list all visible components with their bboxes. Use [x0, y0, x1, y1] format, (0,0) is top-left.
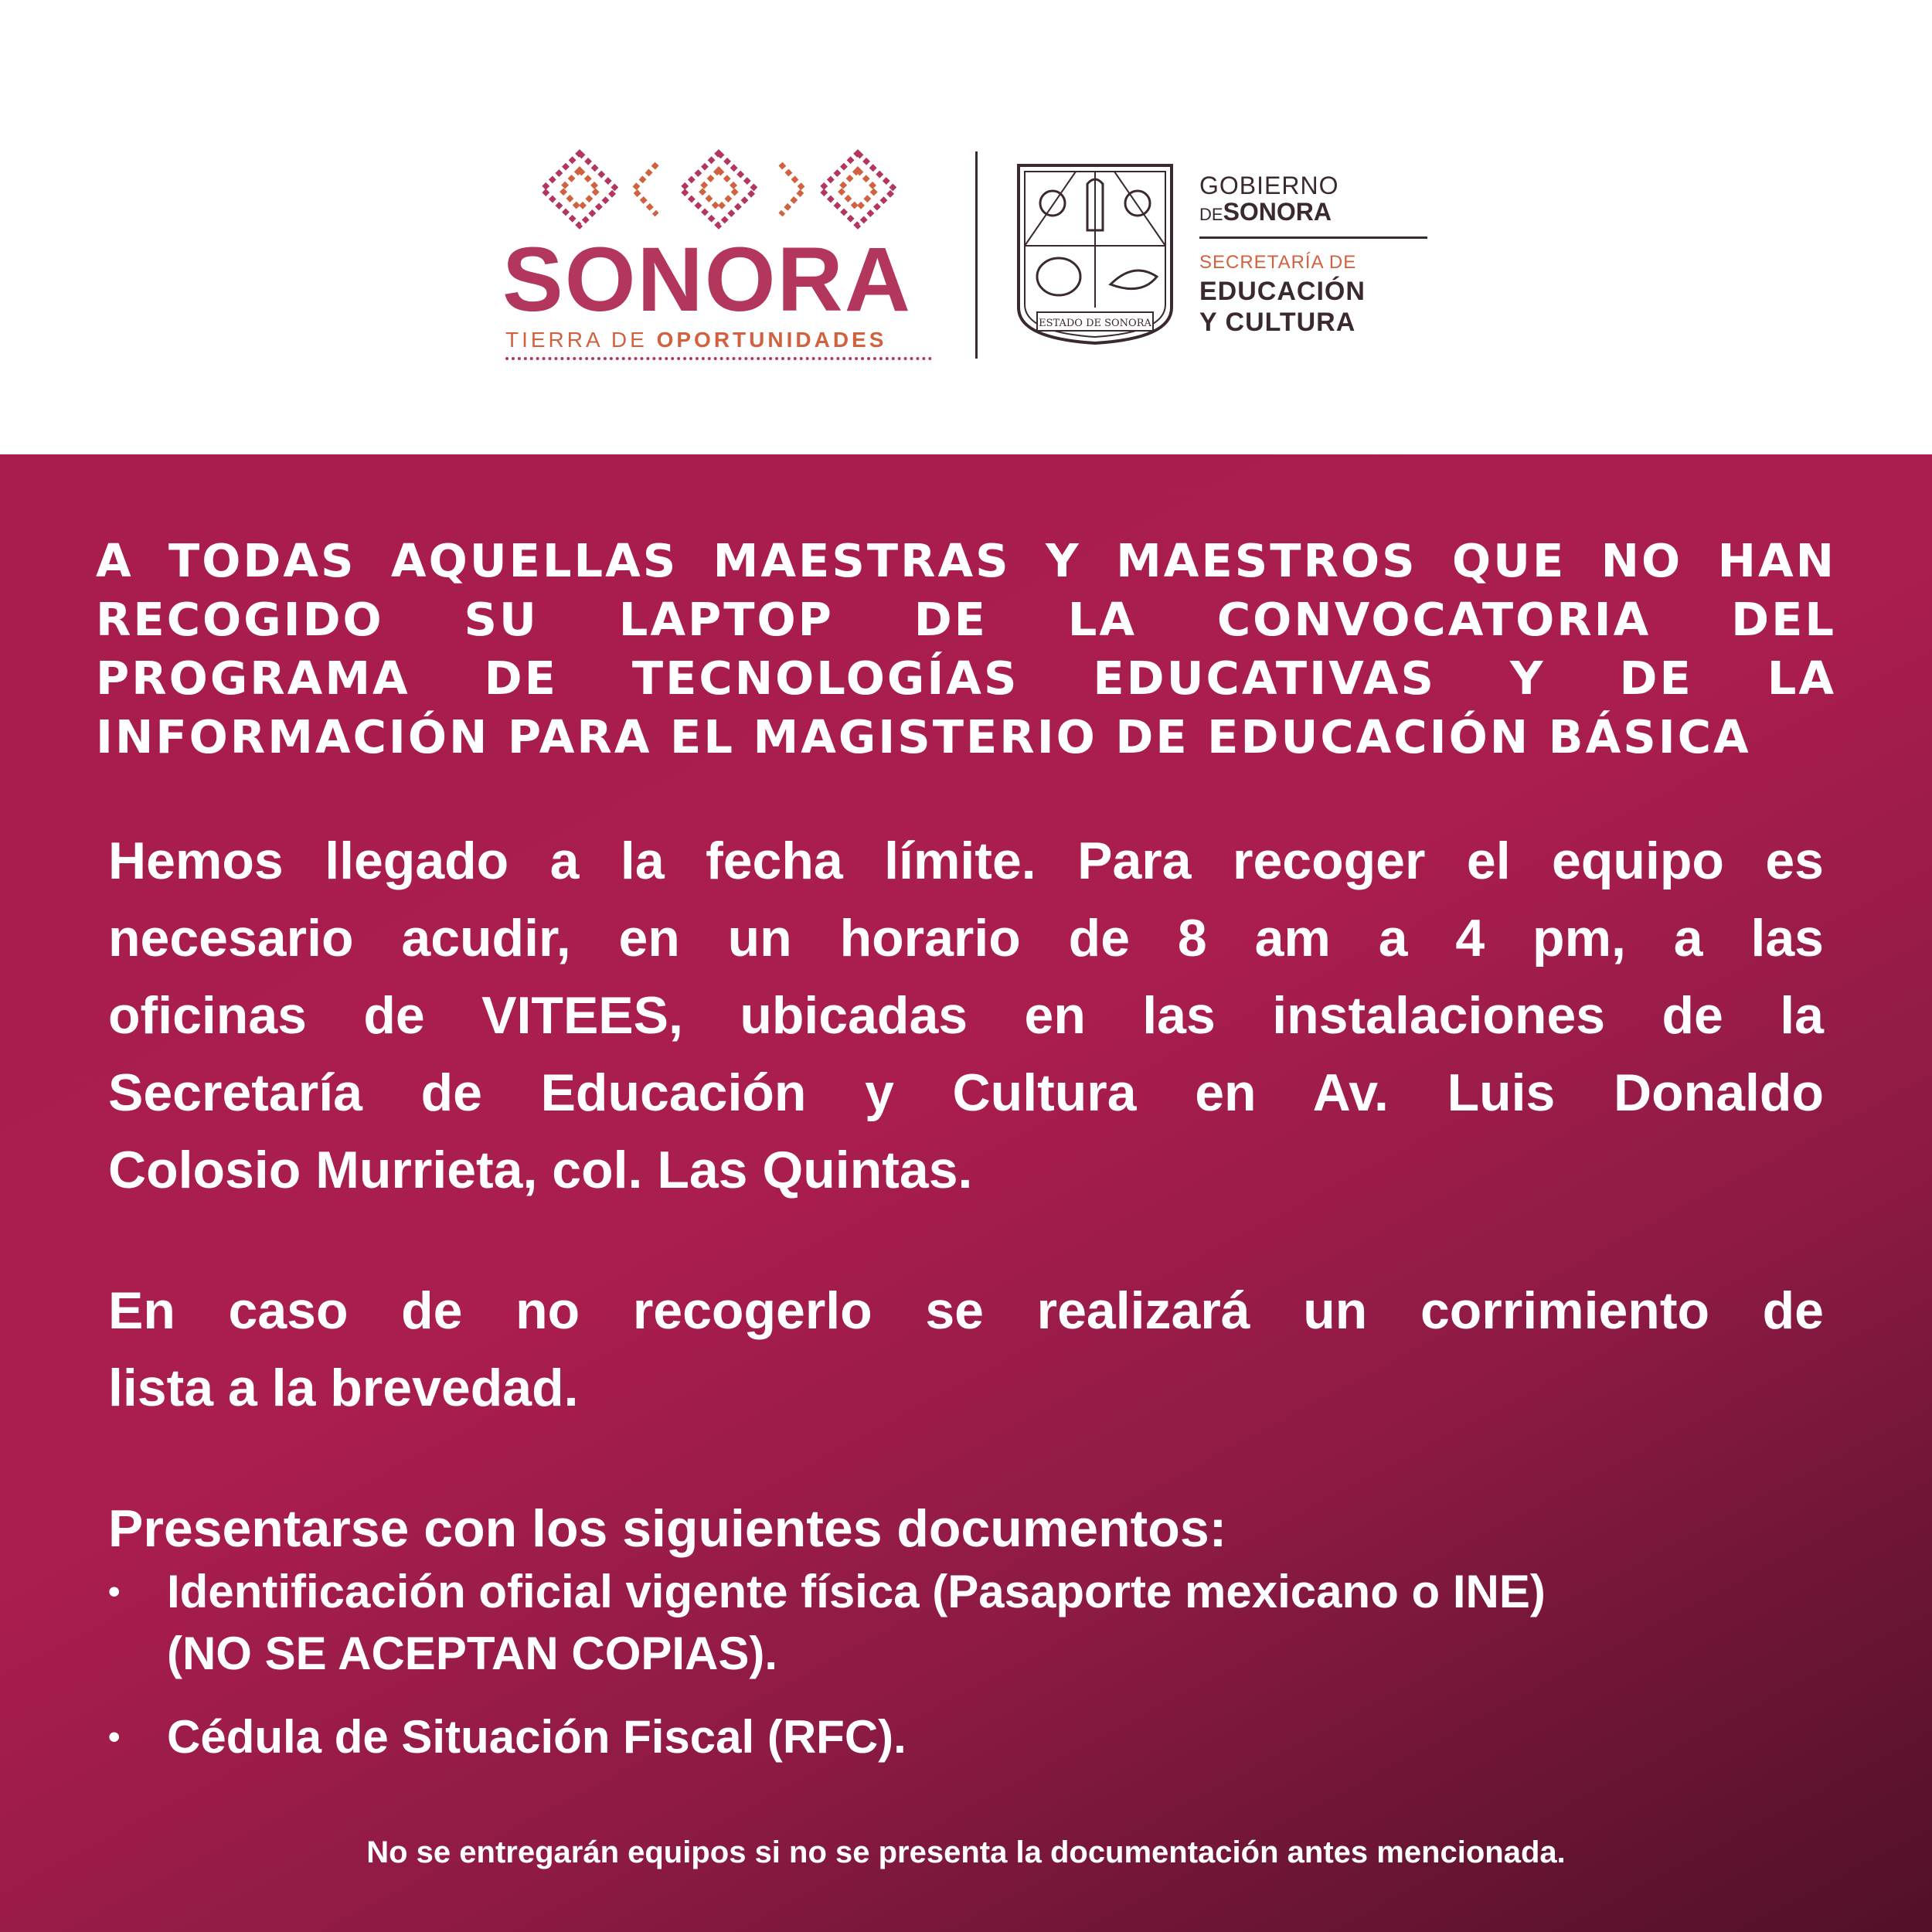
government-rule — [1199, 236, 1427, 239]
document-line: (NO SE ACEPTAN COPIAS). — [167, 1628, 778, 1679]
paragraph-line: oficinas de VITEES, ubicadas en las instalaciones de la — [108, 986, 1824, 1045]
sonora-pattern-icon — [533, 147, 904, 232]
paragraph-line: Hemos llegado a la fecha límite. Para recoger el equipo es — [108, 832, 1824, 890]
notice-panel — [0, 454, 1932, 1932]
bullet-icon: • — [108, 1573, 121, 1611]
headline-line: A TODAS AQUELLAS MAESTRAS Y MAESTROS QUE NO HAN — [96, 534, 1836, 587]
footer-note: No se entregarán equipos si no se presenta la documentación antes mencionada. — [366, 1835, 1566, 1869]
bullet-icon: • — [108, 1718, 121, 1756]
notice-headline — [96, 532, 1836, 767]
headline-line: INFORMACIÓN PARA EL MAGISTERIO DE EDUCACIÓN BÁSICA — [96, 710, 1751, 764]
paragraph-line: necesario acudir, en un horario de 8 am a 4 pm, a las — [108, 909, 1824, 968]
paragraph-line: Colosio Murrieta, col. Las Quintas. — [108, 1141, 973, 1199]
document-line: Cédula de Situación Fiscal (RFC). — [167, 1711, 906, 1763]
sonora-tagline — [505, 328, 935, 352]
de-label: DE — [1199, 205, 1223, 224]
document-line: Identificación oficial vigente física (Pasaporte mexicano o INE) — [167, 1566, 1546, 1617]
documents-title: Presentarse con los siguientes documentos: — [108, 1499, 1227, 1558]
government-sonora-block — [1199, 172, 1431, 342]
header-divider — [975, 151, 978, 359]
gobierno-label: GOBIERNO — [1199, 172, 1339, 199]
de-sonora-label — [1199, 198, 1332, 226]
tagline-light: TIERRA DE — [505, 328, 657, 352]
state-shield-caption: ESTADO DE SONORA — [1039, 318, 1151, 329]
sonora-label: SONORA — [1223, 198, 1332, 226]
sonora-wordmark: SONORA — [502, 229, 912, 331]
sonora-dotted-rule — [505, 357, 932, 360]
educacion-label: EDUCACIÓN — [1199, 277, 1366, 306]
reassignment-paragraph — [108, 1272, 1824, 1427]
secretaria-label: SECRETARÍA DE — [1199, 252, 1357, 273]
pickup-instructions-paragraph — [108, 822, 1824, 1209]
y-cultura-label: Y CULTURA — [1199, 308, 1356, 337]
sonora-tierra-de-oportunidades-logo — [502, 147, 935, 363]
tagline-bold: OPORTUNIDADES — [656, 328, 887, 352]
header — [0, 0, 1932, 454]
headline-line: RECOGIDO SU LAPTOP DE LA CONVOCATORIA DEL — [96, 593, 1836, 646]
state-coat-of-arms-icon — [1014, 161, 1176, 346]
paragraph-line: En caso de no recogerlo se realizará un corrimiento de — [108, 1281, 1824, 1340]
headline-line: PROGRAMA DE TECNOLOGÍAS EDUCATIVAS Y DE LA — [96, 651, 1836, 705]
document-text — [167, 1561, 1546, 1685]
paragraph-line: Secretaría de Educación y Cultura en Av. Luis Donaldo — [108, 1063, 1824, 1122]
paragraph-line: lista a la brevedad. — [108, 1359, 579, 1417]
